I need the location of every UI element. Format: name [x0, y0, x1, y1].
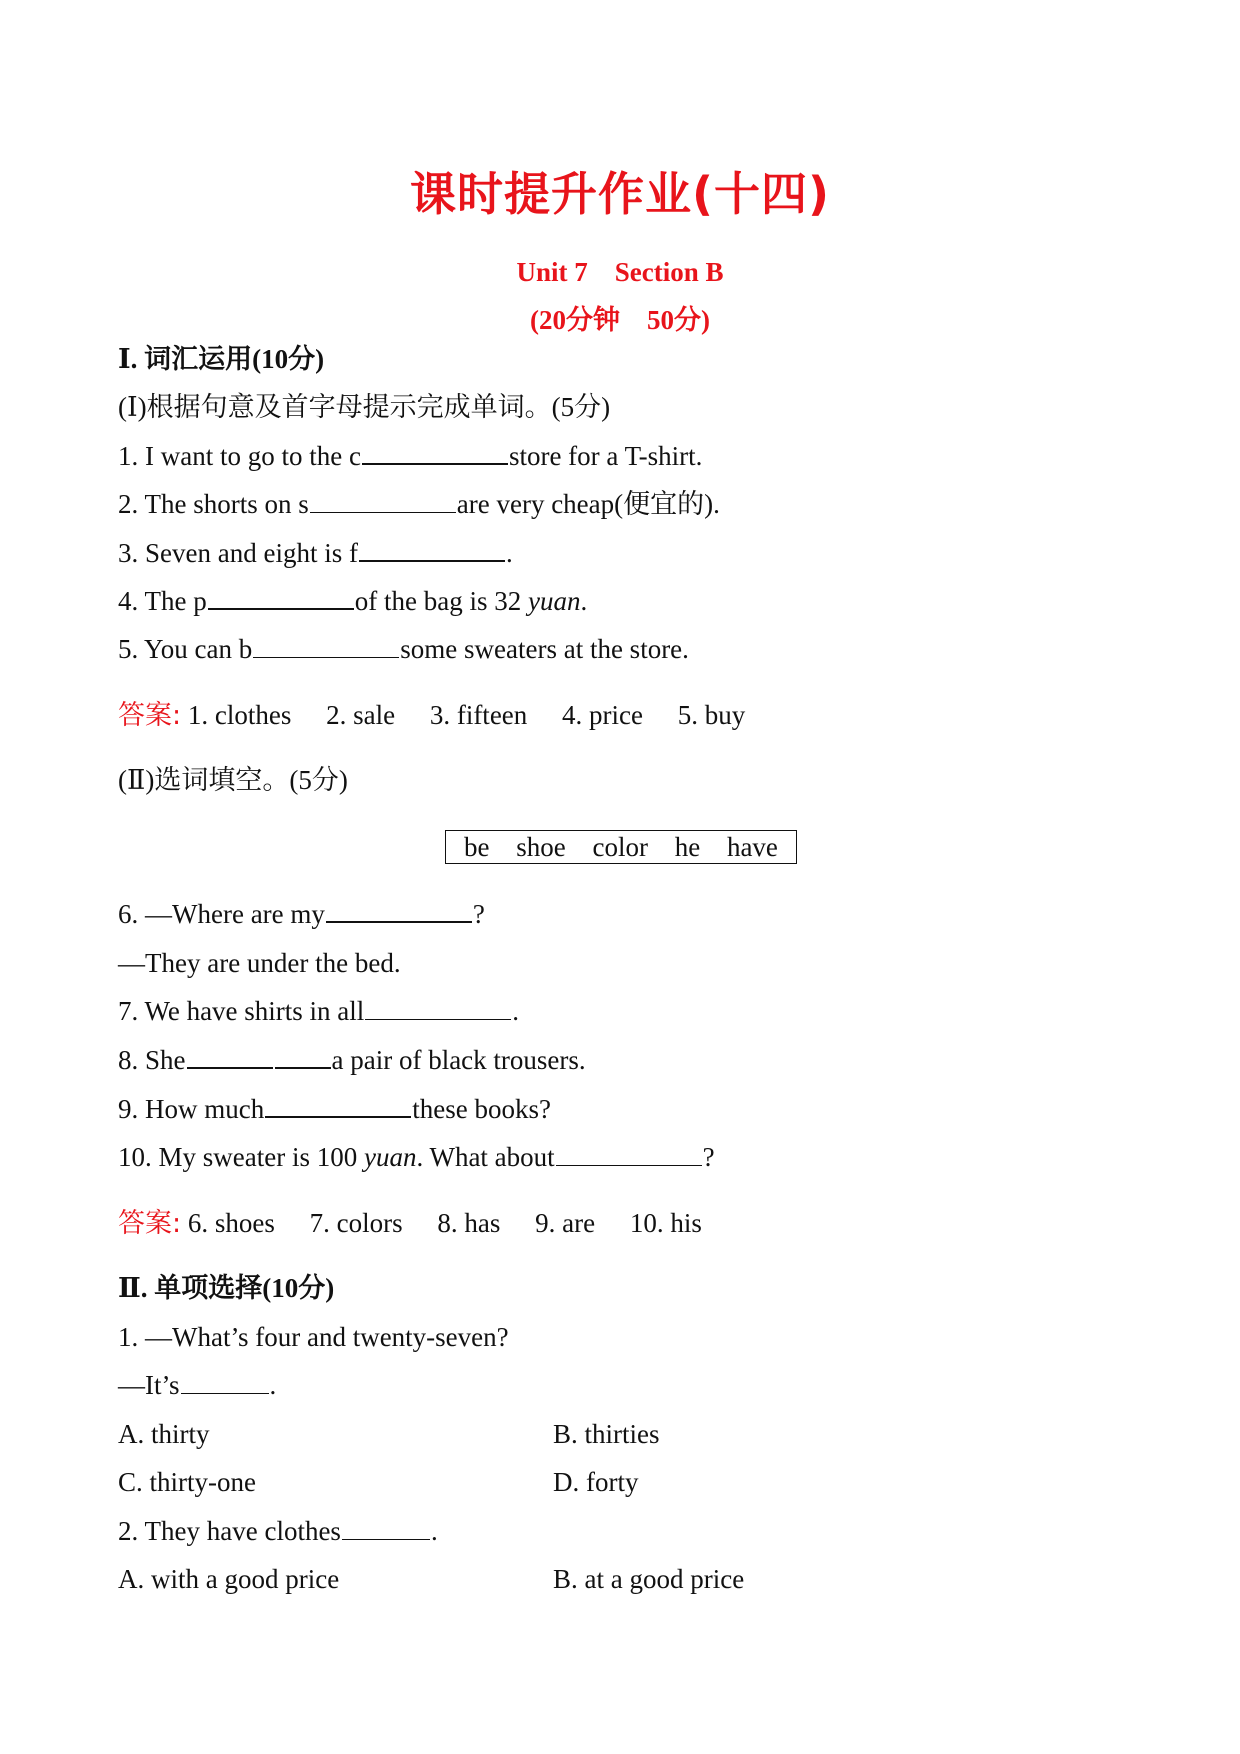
answer-blank[interactable]: [326, 919, 472, 923]
option-c[interactable]: C. thirty-one: [118, 1467, 256, 1497]
answer-item: 1. clothes: [187, 700, 292, 730]
question-text: 5. You can b: [118, 634, 253, 664]
question-text: .: [430, 1516, 438, 1546]
time-score: (20分钟 50分): [530, 305, 710, 335]
question-7: [118, 998, 519, 1025]
question-text: 8. She: [118, 1045, 186, 1075]
option-a[interactable]: A. with a good price: [118, 1564, 340, 1594]
question-text: ?: [702, 1142, 715, 1172]
question-text: a pair of black trousers.: [331, 1045, 586, 1075]
question-text: are very cheap(便宜的).: [456, 489, 720, 519]
question-text: some sweaters at the store.: [400, 634, 689, 664]
question-6-response: —They are under the bed.: [118, 948, 401, 978]
mc-question-1-response: [118, 1372, 276, 1399]
answer-label: 答案:: [118, 700, 182, 731]
question-text: of the bag is 32: [354, 586, 528, 616]
question-text: . What about: [416, 1142, 555, 1172]
answer-item: 10. his: [629, 1208, 702, 1238]
question-text: .: [580, 586, 588, 616]
answer-blank[interactable]: [265, 1114, 411, 1118]
question-2: [118, 491, 720, 518]
word-bank-item: color: [592, 832, 648, 862]
question-text: —It’s: [118, 1370, 180, 1400]
question-text-italic: yuan: [363, 1142, 417, 1172]
question-1: [118, 443, 702, 470]
question-text: 7. We have shirts in all: [118, 996, 365, 1026]
mc-question-1: 1. —What’s four and twenty-seven?: [118, 1322, 509, 1352]
part2-heading: Ⅱ. 单项选择(10分): [118, 1273, 335, 1303]
answer-item: 6. shoes: [187, 1208, 275, 1238]
question-text: 2. The shorts on s: [118, 489, 309, 519]
answer-key-2: [118, 1210, 702, 1237]
option-b[interactable]: B. at a good price: [553, 1564, 745, 1594]
question-text: store for a T-shirt.: [508, 441, 703, 471]
question-8: [118, 1047, 586, 1074]
question-9: [118, 1096, 551, 1123]
answer-blank[interactable]: [253, 655, 399, 658]
part1-heading: Ⅰ. 词汇运用(10分): [118, 344, 325, 374]
question-text: 2. They have clothes: [118, 1516, 341, 1546]
question-6: [118, 901, 485, 928]
unit-subtitle: Unit 7 Section B: [516, 257, 724, 287]
option-a[interactable]: A. thirty: [118, 1419, 210, 1449]
question-text: 4. The p: [118, 586, 207, 616]
question-4: [118, 588, 587, 615]
answer-item: 8. has: [437, 1208, 501, 1238]
word-bank-item: he: [674, 832, 701, 862]
answer-blank[interactable]: [208, 606, 354, 610]
answer-item: 9. are: [535, 1208, 596, 1238]
answer-blank[interactable]: [181, 1391, 269, 1394]
answer-item: 2. sale: [326, 700, 396, 730]
question-text: 3. Seven and eight is f: [118, 538, 358, 568]
answer-blank[interactable]: [359, 558, 505, 562]
answer-item: 7. colors: [309, 1208, 403, 1238]
question-text: 6. —Where are my: [118, 899, 325, 929]
answer-blank[interactable]: [275, 1065, 331, 1069]
answer-item: 4. price: [562, 700, 643, 730]
question-text: .: [269, 1370, 277, 1400]
answer-item: 3. fifteen: [429, 700, 528, 730]
question-3: [118, 540, 513, 567]
mc-question-2: [118, 1518, 438, 1545]
question-text: 1. I want to go to the c: [118, 441, 361, 471]
question-text: .: [512, 996, 520, 1026]
word-bank-box: [445, 830, 797, 864]
option-d[interactable]: D. forty: [553, 1467, 639, 1497]
answer-blank[interactable]: [365, 1017, 511, 1020]
page-title: 课时提升作业(十四): [409, 167, 831, 221]
question-text: these books?: [412, 1094, 551, 1124]
word-bank-item: shoe: [516, 832, 566, 862]
answer-label: 答案:: [118, 1208, 182, 1239]
answer-blank[interactable]: [310, 510, 456, 513]
sub2-heading: (Ⅱ)选词填空。(5分): [118, 765, 348, 795]
question-5: [118, 636, 689, 663]
answer-key-1: [118, 702, 745, 729]
question-text: 10. My sweater is 100: [118, 1142, 364, 1172]
question-text: 9. How much: [118, 1094, 265, 1124]
question-text: .: [505, 538, 513, 568]
option-b[interactable]: B. thirties: [553, 1419, 660, 1449]
word-bank-item: be: [464, 832, 490, 862]
answer-blank[interactable]: [342, 1537, 430, 1540]
answer-blank[interactable]: [362, 461, 508, 465]
answer-item: 5. buy: [677, 700, 746, 730]
question-text-italic: yuan: [527, 586, 581, 616]
sub1-heading: (Ⅰ)根据句意及首字母提示完成单词。(5分): [118, 392, 611, 422]
question-text: ?: [472, 899, 485, 929]
question-10: [118, 1144, 715, 1171]
answer-blank[interactable]: [556, 1163, 702, 1166]
word-bank-item: have: [726, 832, 778, 862]
answer-blank[interactable]: [187, 1065, 273, 1069]
